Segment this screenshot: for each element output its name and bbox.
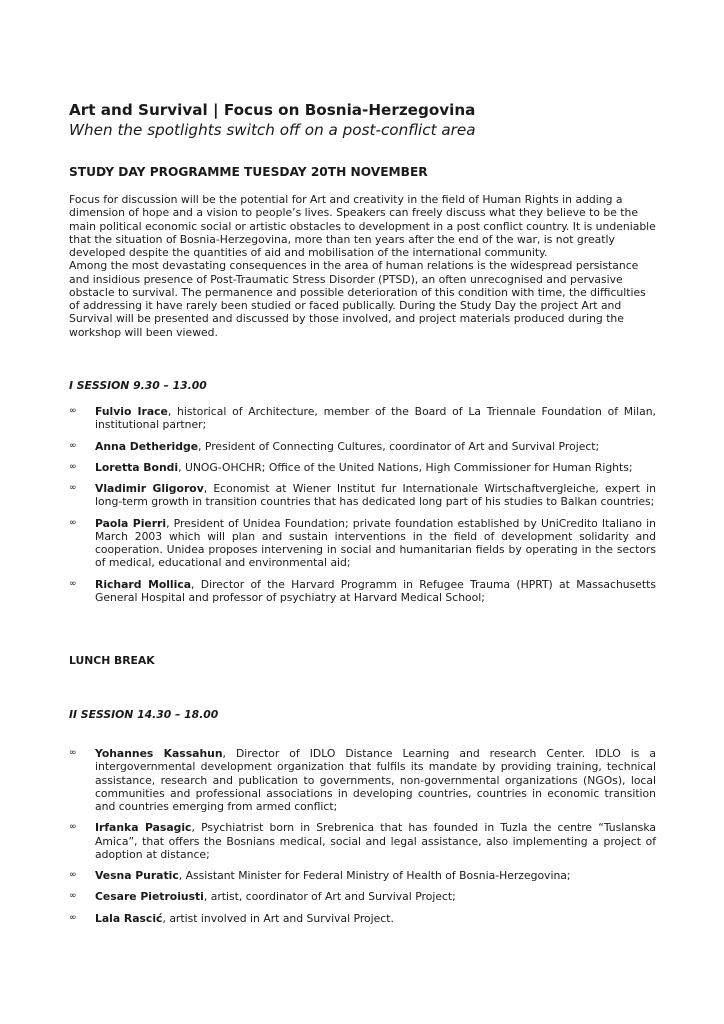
lunch-break-heading: LUNCH BREAK (69, 654, 155, 667)
speaker-item (69, 890, 656, 903)
intro-paragraph: Focus for discussion will be the potential for Art and creativity in the field of Human Rights in adding a dimension of hope and a vision to people’s lives. Speakers can freely discuss what they believe to be the main political economic social or artistic obstacles to development in a post conflict country. It is undeniable that the situation of Bosnia-Herzegovina, more than ten years after the end of the war, is not greatly developed despite the quantities of aid and mobilisation of the international community. (69, 193, 656, 259)
infinity-bullet-icon: ∞ (69, 517, 77, 528)
speaker-name: Vesna Puratic (95, 869, 179, 882)
speaker-item (69, 912, 656, 925)
intro-paragraph: Among the most devastating consequences in the area of human relations is the widespread persistance and insidious presence of Post-Traumatic Stress Disorder (PTSD), an often unrecognised and pervasive obstacle to survival. The permanence and possible deterioration of this condition with time, the difficulties of addressing it have rarely been studied or faced publically. During the Study Day the project Art and Survival will be presented and discussed by those involved, and project materials produced during the workshop will been viewed. (69, 259, 646, 339)
session-2-heading: II SESSION 14.30 – 18.00 (69, 708, 219, 721)
infinity-bullet-icon: ∞ (69, 406, 77, 416)
infinity-bullet-icon: ∞ (69, 891, 77, 902)
speaker-description: , President of Unidea Foundation; private foundation established by UniCredito Italiano in March 2003 which will plan and sustain interventions in the field of development solidarity and cooperation. Unidea proposes intervening in social and humanitarian fields by operating in the sectors of medical, educational and environmental aid; (95, 516, 657, 570)
speaker-item (69, 821, 656, 861)
speaker-description: , artist involved in Art and Survival Project. (162, 911, 394, 925)
speaker-description: , Assistant Minister for Federal Ministry of Health of Bosnia-Herzegovina; (178, 869, 571, 882)
speaker-name: Lala Rascić (95, 911, 163, 925)
speaker-item (69, 869, 656, 882)
speaker-description: , President of Connecting Cultures, coordinator of Art and Survival Project; (198, 439, 600, 453)
infinity-bullet-icon: ∞ (69, 483, 77, 493)
speaker-description: , Psychiatrist born in Srebrenica that has founded in Tuzla the centre “Tuslanska Amica”, that offers the Bosnians medical, social and legal assistance, also implementing a project of adoption at distance; (95, 821, 657, 861)
speaker-description: , Economist at Wiener Institut fur Internationale Wirtschaftvergleiche, expert in long-term growth in transition countries that has dedicated long part of his studies to Balkan countries; (95, 482, 656, 509)
programme-heading: STUDY DAY PROGRAMME TUESDAY 20TH NOVEMBER (69, 165, 428, 179)
infinity-bullet-icon: ∞ (69, 461, 77, 472)
speaker-description: , historical of Architecture, member of the Board of La Triennale Foundation of Milan, institutional partner; (95, 405, 656, 432)
speaker-item (69, 405, 656, 432)
speaker-name: Anna Detheridge (95, 439, 199, 453)
speaker-item (69, 482, 656, 509)
infinity-bullet-icon: ∞ (69, 822, 77, 833)
speaker-name: Yohannes Kassahun (95, 747, 223, 760)
speaker-name: Loretta Bondi (95, 460, 179, 474)
document-title: Art and Survival | Focus on Bosnia-Herzegovina (69, 101, 476, 119)
infinity-bullet-icon: ∞ (69, 578, 77, 589)
speaker-name: Fulvio Irace (95, 405, 168, 418)
session-1-heading: I SESSION 9.30 – 13.00 (69, 379, 207, 392)
infinity-bullet-icon: ∞ (69, 748, 77, 758)
speaker-item (69, 461, 656, 474)
speaker-name: Cesare Pietroiusti (95, 890, 204, 904)
infinity-bullet-icon: ∞ (69, 440, 77, 451)
speaker-name: Paola Pierri (95, 516, 167, 530)
speaker-description: , Director of the Harvard Programm in Refugee Trauma (HPRT) at Massachusetts General Hospital and professor of psychiatry at Harvard Medical School; (95, 577, 656, 604)
speaker-description: , artist, coordinator of Art and Survival Project; (203, 890, 456, 904)
infinity-bullet-icon: ∞ (69, 870, 77, 880)
intro-text (69, 193, 657, 339)
speaker-description: , UNOG-OHCHR; Office of the United Nations, High Commissioner for Human Rights; (178, 460, 633, 474)
speaker-name: Irfanka Pasagic (95, 821, 192, 835)
session-1-speaker-list (69, 405, 656, 612)
session-2-speaker-list (69, 747, 656, 933)
speaker-item (69, 517, 656, 570)
speaker-description: , Director of IDLO Distance Learning and research Center. IDLO is a intergovernmental development organization that fulfils its mandate by providing training, technical assistance, research and publication to governments, non-governmental organizations (NGOs), local communities and professional associations in developing countries, countries in economic transition and countries emerging from armed conflict; (95, 747, 657, 813)
speaker-item (69, 578, 656, 605)
speaker-item (69, 747, 656, 813)
speaker-name: Richard Mollica (95, 577, 192, 591)
infinity-bullet-icon: ∞ (69, 912, 77, 923)
speaker-item (69, 440, 656, 453)
document-subtitle: When the spotlights switch off on a post-conflict area (69, 121, 476, 139)
speaker-name: Vladimir Gligorov (95, 482, 204, 495)
